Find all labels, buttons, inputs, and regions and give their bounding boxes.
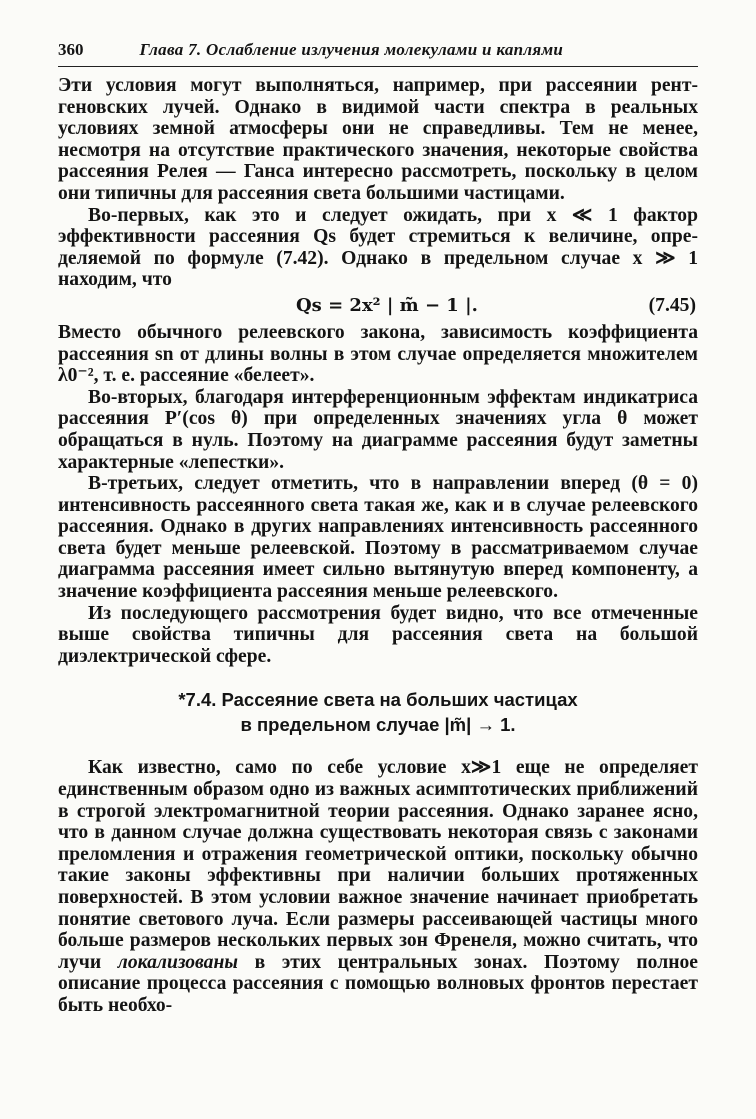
section-heading	[58, 687, 698, 737]
paragraph-7-text-end: в этих центральных зонах. Поэтому полное описание процесса рассеяния с помощью волновых фронтов перестает быть необхо-	[58, 951, 699, 1016]
paragraph-7-emphasis: локализованы	[117, 951, 238, 973]
paragraph-2: Во-первых, как это и следует ожидать, при x ≪ 1 фактор эффективности рассеяния Qs будет стремиться к величине, определяемой по формуле (7.42). Однако в предельном случае x ≫ 1 находим, что	[58, 204, 698, 291]
equation-number: (7.45)	[648, 294, 696, 316]
running-title: Глава 7. Ослабление излучения молекулами и каплями	[139, 40, 564, 59]
page-header	[58, 40, 698, 67]
paragraph-3: Вместо обычного релеевского закона, зависимость коэффициента рассеяния sn от длины волны в этом случае определяется множителем λ0⁻², т. е. рассеяние «белеет».	[58, 321, 698, 387]
paragraph-7-text-start: Как известно, само по себе условие x≫1 еще не определяет единственным образом одно из важных асимптотических приближений в строгой электромагнитной теории рассеяния. Однако заранее ясно, что в данном случае должна существовать некоторая связь с законами преломления и отражения геометрической оптики, поскольку обычно такие законы эффективны при наличии больших протяженных поверхностей. В этом условии важное значение начинает приобретать понятие светового луча. Если размеры рассеивающей частицы много больше размеров нескольких первых зон Френеля, можно считать, что лучи	[58, 757, 698, 973]
book-page	[58, 40, 698, 1017]
section-heading-line-2: в предельном случае |m̃| → 1.	[240, 714, 516, 736]
page-body	[58, 75, 698, 1017]
paragraph-6: Из последующего рассмотрения будет видно, что все отмеченные выше свойства типичны для рассеяния света на большой диэлектрической сфере.	[58, 602, 698, 667]
section-heading-line-1: *7.4. Рассеяние света на больших частицах	[178, 689, 578, 711]
equation-7-45	[58, 294, 698, 318]
page-number: 360	[58, 40, 84, 59]
equation-expression: Qs = 2x² | m̃ − 1 |.	[296, 294, 478, 316]
paragraph-7	[58, 757, 698, 1016]
paragraph-5: В-третьих, следует отметить, что в направлении вперед (θ = 0) интенсивность рассеянного света такая же, как и в случае релеевского рассеяния. Однако в других направлениях интенсивность рассеянного света будет меньше релеевской. Поэтому в рассматриваемом случае диаграмма рассеяния имеет сильно вытянутую вперед компоненту, а значение коэффициента рассеяния меньше релеевского.	[58, 473, 698, 603]
paragraph-1: Эти условия могут выполняться, например, при рассеянии рентгеновских лучей. Однако в видимой части спектра в реальных условиях земной атмосферы они не справедливы. Тем не менее, несмотря на отсутствие практического значения, некоторые свойства рассеяния Релея — Ганса интересно рассмотреть, поскольку в целом они типичны для рассеяния света большими частицами.	[58, 75, 698, 204]
paragraph-4: Во-вторых, благодаря интерференционным эффектам индикатриса рассеяния P′(cos θ) при определенных значениях угла θ может обращаться в нуль. Поэтому на диаграмме рассеяния будут заметны характерные «лепестки».	[58, 386, 698, 473]
